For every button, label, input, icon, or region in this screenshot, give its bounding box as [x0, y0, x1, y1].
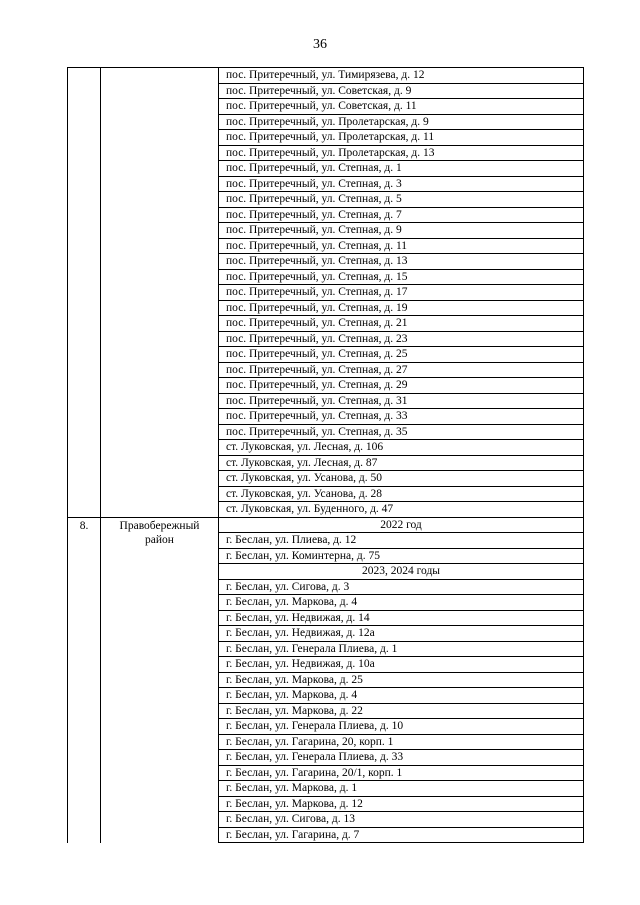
address-cell: г. Беслан, ул. Маркова, д. 25 — [219, 672, 584, 688]
address-cell: пос. Притеречный, ул. Степная, д. 31 — [219, 393, 584, 409]
row-number: 8. — [79, 519, 89, 532]
address-cell: пос. Притеречный, ул. Тимирязева, д. 12 — [219, 68, 584, 84]
table-row — [68, 68, 584, 84]
address-cell: ст. Луковская, ул. Усанова, д. 28 — [219, 486, 584, 502]
address-cell: г. Беслан, ул. Сигова, д. 3 — [219, 579, 584, 595]
address-cell: г. Беслан, ул. Генерала Плиева, д. 1 — [219, 641, 584, 657]
address-cell: пос. Притеречный, ул. Степная, д. 25 — [219, 347, 584, 363]
page-number: 36 — [313, 37, 327, 52]
address-cell: пос. Притеречный, ул. Степная, д. 7 — [219, 207, 584, 223]
address-cell: г. Беслан, ул. Маркова, д. 4 — [219, 688, 584, 704]
address-table — [67, 67, 584, 843]
address-cell: пос. Притеречный, ул. Степная, д. 11 — [219, 238, 584, 254]
address-cell: пос. Притеречный, ул. Пролетарская, д. 9 — [219, 114, 584, 130]
address-cell: г. Беслан, ул. Маркова, д. 4 — [219, 595, 584, 611]
district-name-line: Правобережный — [119, 519, 200, 532]
district-cell — [101, 517, 219, 843]
address-cell: пос. Притеречный, ул. Степная, д. 35 — [219, 424, 584, 440]
address-cell: г. Беслан, ул. Гагарина, д. 7 — [219, 827, 584, 843]
address-cell: пос. Притеречный, ул. Советская, д. 11 — [219, 99, 584, 115]
address-cell: г. Беслан, ул. Гагарина, 20, корп. 1 — [219, 734, 584, 750]
address-cell: г. Беслан, ул. Гагарина, 20/1, корп. 1 — [219, 765, 584, 781]
address-cell: пос. Притеречный, ул. Степная, д. 19 — [219, 300, 584, 316]
address-cell: г. Беслан, ул. Плиева, д. 12 — [219, 533, 584, 549]
address-cell: ст. Луковская, ул. Лесная, д. 87 — [219, 455, 584, 471]
address-cell: г. Беслан, ул. Недвижая, д. 10а — [219, 657, 584, 673]
address-cell: пос. Притеречный, ул. Степная, д. 17 — [219, 285, 584, 301]
address-cell: г. Беслан, ул. Маркова, д. 12 — [219, 796, 584, 812]
address-cell: пос. Притеречный, ул. Степная, д. 13 — [219, 254, 584, 270]
address-cell: пос. Притеречный, ул. Степная, д. 21 — [219, 316, 584, 332]
address-cell: пос. Притеречный, ул. Степная, д. 1 — [219, 161, 584, 177]
address-cell: г. Беслан, ул. Генерала Плиева, д. 10 — [219, 719, 584, 735]
address-cell: пос. Притеречный, ул. Советская, д. 9 — [219, 83, 584, 99]
address-cell: г. Беслан, ул. Недвижая, д. 14 — [219, 610, 584, 626]
table-row — [68, 517, 584, 533]
number-cell — [68, 517, 101, 843]
year-heading: 2023, 2024 годы — [219, 564, 584, 580]
address-cell: пос. Притеречный, ул. Степная, д. 29 — [219, 378, 584, 394]
address-cell: пос. Притеречный, ул. Степная, д. 9 — [219, 223, 584, 239]
address-cell: пос. Притеречный, ул. Степная, д. 23 — [219, 331, 584, 347]
address-cell: пос. Притеречный, ул. Пролетарская, д. 11 — [219, 130, 584, 146]
district-name — [101, 518, 218, 547]
address-cell: пос. Притеречный, ул. Степная, д. 3 — [219, 176, 584, 192]
address-cell: ст. Луковская, ул. Усанова, д. 50 — [219, 471, 584, 487]
address-cell: г. Беслан, ул. Маркова, д. 1 — [219, 781, 584, 797]
address-cell: ст. Луковская, ул. Буденного, д. 47 — [219, 502, 584, 518]
address-cell: пос. Притеречный, ул. Степная, д. 15 — [219, 269, 584, 285]
address-cell: пос. Притеречный, ул. Степная, д. 33 — [219, 409, 584, 425]
address-cell: г. Беслан, ул. Генерала Плиева, д. 33 — [219, 750, 584, 766]
address-cell: г. Беслан, ул. Недвижая, д. 12а — [219, 626, 584, 642]
address-cell: пос. Притеречный, ул. Степная, д. 5 — [219, 192, 584, 208]
address-cell: г. Беслан, ул. Коминтерна, д. 75 — [219, 548, 584, 564]
address-cell: г. Беслан, ул. Маркова, д. 22 — [219, 703, 584, 719]
district-name-line: район — [145, 533, 174, 546]
address-cell: ст. Луковская, ул. Лесная, д. 106 — [219, 440, 584, 456]
year-heading: 2022 год — [219, 517, 584, 533]
number-cell — [68, 68, 101, 518]
address-cell: пос. Притеречный, ул. Степная, д. 27 — [219, 362, 584, 378]
address-cell: г. Беслан, ул. Сигова, д. 13 — [219, 812, 584, 828]
district-cell — [101, 68, 219, 518]
address-cell: пос. Притеречный, ул. Пролетарская, д. 13 — [219, 145, 584, 161]
